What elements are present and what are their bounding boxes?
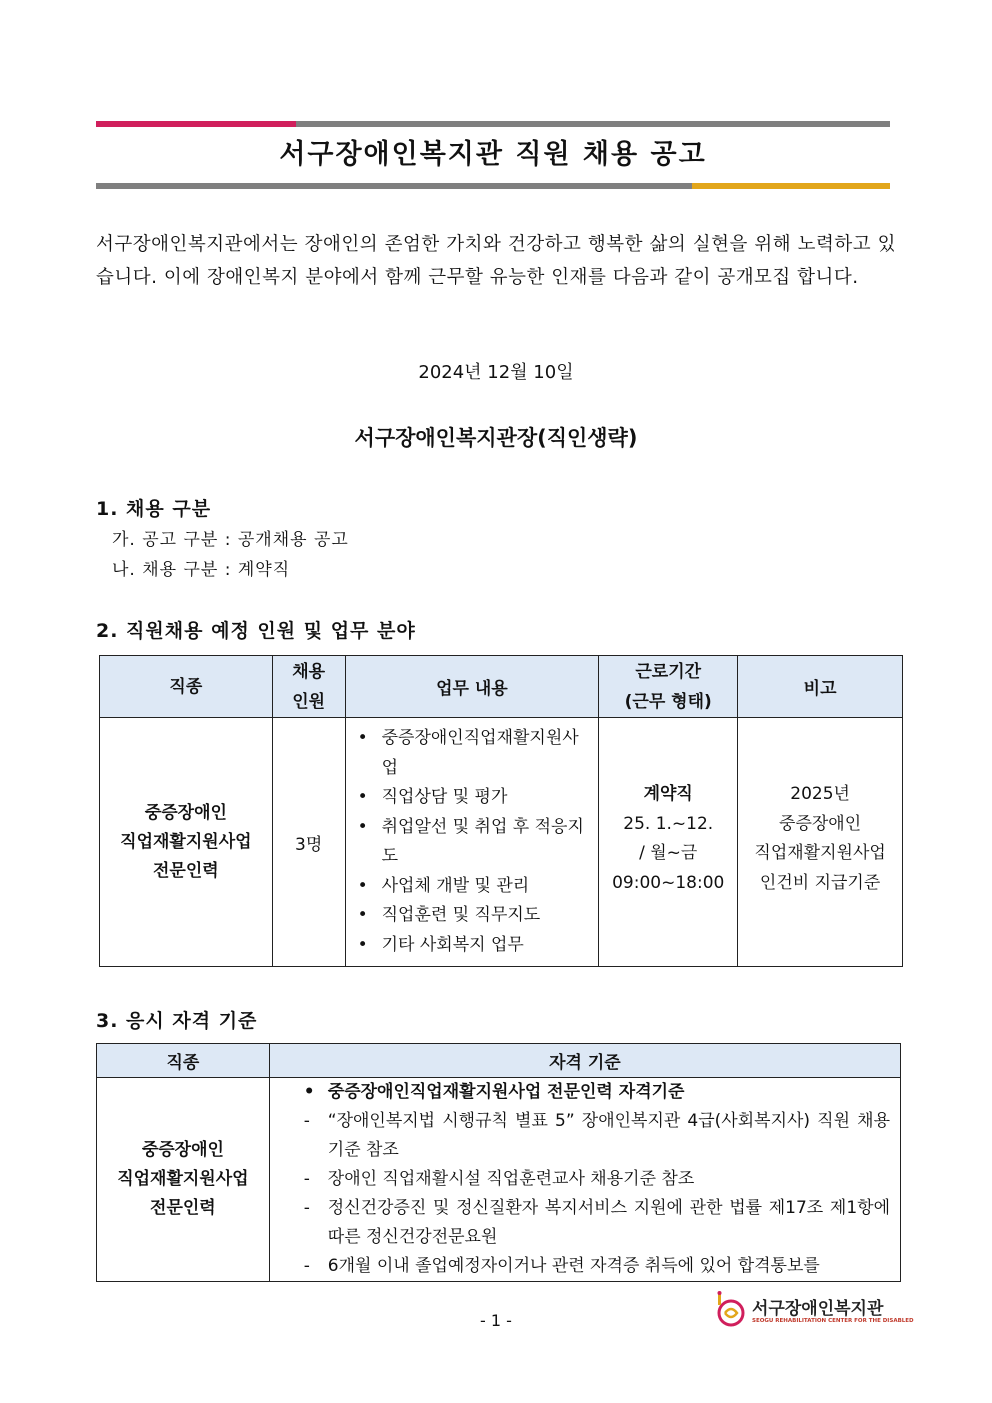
duty-item: • 사업체 개발 및 관리 [356,872,595,902]
header-note: 비고 [738,656,903,718]
criteria-item: - “장애인복지법 시행규칙 별표 5” 장애인복지관 4급(사회복지사) 직원 채용 기준 참조 [303,1111,890,1160]
qualification-table [96,1043,901,1282]
recruitment-table [99,655,903,967]
cell-period [599,718,738,967]
duty-item: • 취업알선 및 취업 후 적응지도 [356,813,595,872]
cell-note: 2025년 중증장애인 직업재활지원사업 인건비 지급기준 [738,718,903,967]
page-number: - 1 - [480,1311,512,1330]
period-range: 25. 1.~12. [623,813,714,834]
header-count: 채용 인원 [272,656,345,718]
cell-job: 중증장애인 직업재활지원사업 전문인력 [100,718,273,967]
criteria-item: - 정신건강증진 및 정신질환자 복지서비스 지원에 관한 법률 제17조 제1항에 따른 정신건강전문요원 [303,1198,890,1247]
cell-count: 3명 [272,718,345,967]
cell-criteria [269,1078,900,1282]
cell-job: 중증장애인 직업재활지원사업 전문인력 [97,1078,270,1282]
header-job: 직종 [100,656,273,718]
section-1-heading: 1. 채용 구분 [96,498,212,520]
center-logo [714,1291,914,1331]
period-type: 계약직 [643,784,693,804]
section-1-item: 가. 공고 구분 : 공개채용 공고 [112,530,349,550]
section-3-heading: 3. 응시 자격 기준 [96,1010,258,1032]
duties-list [346,718,599,966]
logo-subtitle: SEOGU REHABILITATION CENTER FOR THE DISABLED [752,1318,914,1324]
page-title: 서구장애인복지관 직원 채용 공고 [279,139,707,170]
header-bar-accent [96,121,296,127]
duty-item: • 직업훈련 및 직무지도 [356,901,595,931]
section-1-item: 나. 채용 구분 : 계약직 [112,560,291,580]
signer: 서구장애인복지관장(직인생략) [354,426,638,450]
period-hours: 09:00~18:00 [612,872,725,893]
header-job: 직종 [97,1044,270,1078]
seogu-center-logo-icon [714,1291,748,1329]
header-period: 근로기간 (근무 형태) [599,656,738,718]
criteria-item: - 6개월 이내 졸업예정자이거나 관련 자격증 취득에 있어 합격통보를 [303,1256,820,1276]
criteria-title: • 중증장애인직업재활지원사업 전문인력 자격기준 [303,1082,685,1102]
intro-paragraph: 서구장애인복지관에서는 장애인의 존엄한 가치와 건강하고 행복한 삶의 실현을 위해 노력하고 있습니다. 이에 장애인복지 분야에서 함께 근무할 유능한 인재를 다음과 같이 공개모집 합니다. [96,234,896,288]
period-days: / 월~금 [639,843,698,863]
header-bar-bottom [96,183,692,189]
duty-item: • 기타 사회복지 업무 [356,931,595,961]
header-bar-top [296,121,890,127]
duty-item: • 직업상담 및 평가 [356,783,595,813]
logo-name: 서구장애인복지관 [752,1299,884,1319]
header-bar-gold [692,183,890,189]
duty-item: • 중증장애인직업재활지원사업 [356,724,595,783]
cell-duties [345,718,599,967]
header-criteria: 자격 기준 [269,1044,900,1078]
header-duties: 업무 내용 [345,656,599,718]
announcement-date: 2024년 12월 10일 [418,362,574,383]
criteria-item: - 장애인 직업재활시설 직업훈련교사 채용기준 참조 [303,1169,695,1189]
section-2-heading: 2. 직원채용 예정 인원 및 업무 분야 [96,620,416,642]
